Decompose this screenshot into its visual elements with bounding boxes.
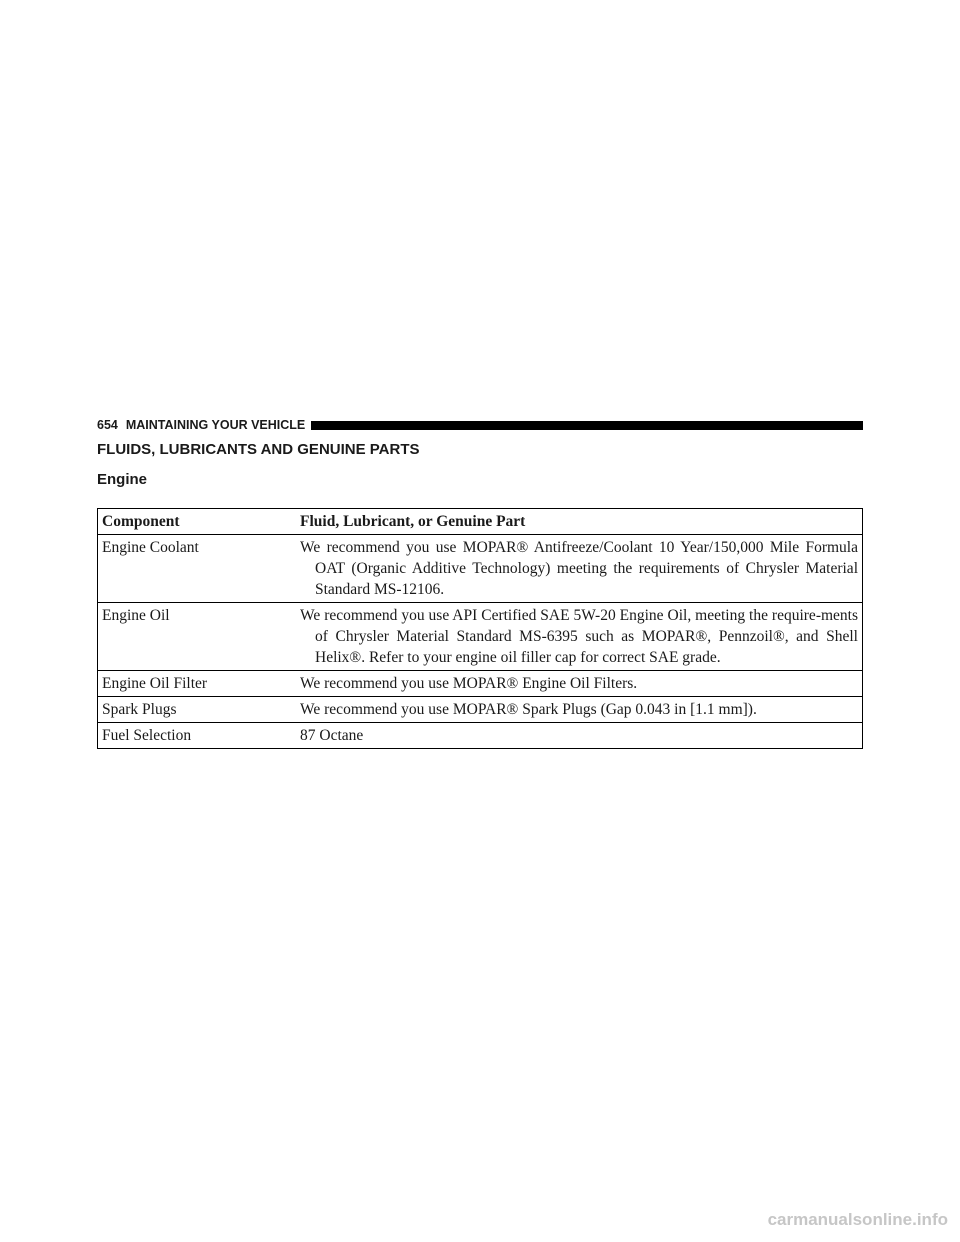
- section-name: MAINTAINING YOUR VEHICLE: [125, 418, 306, 432]
- engine-fluids-table: [97, 508, 863, 749]
- cell-component: Engine Oil Filter: [98, 671, 297, 697]
- table-row: [98, 535, 863, 603]
- table-row: [98, 697, 863, 723]
- table-row: [98, 603, 863, 671]
- cell-fluid: We recommend you use MOPAR® Engine Oil Filters.: [296, 671, 863, 697]
- cell-component: Engine Oil: [98, 603, 297, 671]
- cell-component: Engine Coolant: [98, 535, 297, 603]
- page-number: 654: [97, 418, 118, 432]
- cell-component: Fuel Selection: [98, 723, 297, 749]
- cell-fluid: 87 Octane: [296, 723, 863, 749]
- table-row: [98, 671, 863, 697]
- page-title: FLUIDS, LUBRICANTS AND GENUINE PARTS: [97, 441, 420, 458]
- cell-fluid: We recommend you use MOPAR® Spark Plugs (Gap 0.043 in [1.1 mm]).: [296, 697, 863, 723]
- column-header-fluid: Fluid, Lubricant, or Genuine Part: [296, 509, 863, 535]
- table-header-row: [98, 509, 863, 535]
- cell-component: Spark Plugs: [98, 697, 297, 723]
- cell-fluid: We recommend you use API Certified SAE 5W-20 Engine Oil, meeting the require-ments of Chrysler Material Standard MS-6395 such as MOPAR®, Pennzoil®, and Shell Helix®. Refer to your engine oil filler cap for correct SAE grade.: [296, 603, 863, 671]
- table-row: [98, 723, 863, 749]
- watermark: carmanualsonline.info: [767, 1210, 948, 1229]
- column-header-component: Component: [98, 509, 297, 535]
- running-header: [97, 418, 863, 432]
- subsection-title: Engine: [97, 471, 148, 488]
- cell-fluid: We recommend you use MOPAR® Antifreeze/Coolant 10 Year/150,000 Mile Formula OAT (Organic Additive Technology) meeting the requirements of Chrysler Material Standard MS-12106.: [296, 535, 863, 603]
- header-rule: [311, 421, 863, 430]
